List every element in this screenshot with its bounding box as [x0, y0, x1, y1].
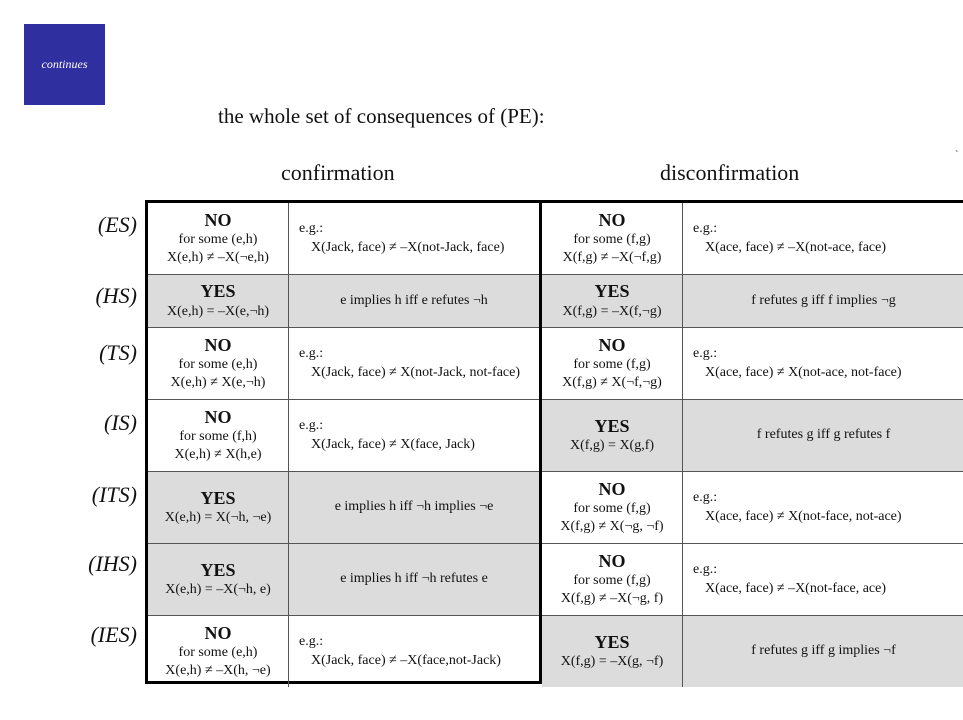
table-row [148, 275, 539, 328]
verdict: NO [598, 550, 626, 571]
formula: X(e,h) = –X(¬h, e) [165, 582, 271, 598]
verdict-cell [542, 275, 683, 327]
example-label: e.g.: [693, 562, 718, 578]
table-row [148, 544, 539, 616]
example-text: X(ace, face) ≠ –X(not-ace, face) [705, 239, 886, 255]
example-label: e.g.: [693, 346, 718, 362]
example-cell [289, 275, 539, 327]
disconfirmation-table [539, 200, 963, 684]
equivalence-text: e implies h iff e refutes ¬h [340, 292, 488, 308]
disconfirmation-heading: disconfirmation [660, 160, 800, 185]
formula: X(f,g) = X(g,f) [569, 438, 655, 454]
example-cell [683, 328, 963, 399]
example-text: X(ace, face) ≠ –X(not-face, ace) [705, 580, 886, 596]
formula: X(f,g) = –X(f,¬g) [562, 303, 662, 319]
verdict-cell [148, 616, 289, 687]
verdict: YES [594, 415, 630, 436]
table-row [542, 203, 963, 275]
verdict: YES [200, 487, 236, 508]
formula: X(f,g) ≠ –X(¬g, f) [560, 591, 664, 607]
table-row [148, 203, 539, 275]
quantifier: for some (e,h) [178, 232, 258, 248]
verdict: NO [598, 334, 626, 355]
row-label: (HS) [95, 283, 137, 308]
table-row [542, 544, 963, 616]
verdict: YES [594, 281, 630, 302]
continues-label: continues [41, 57, 88, 71]
verdict: YES [200, 559, 236, 580]
quantifier: for some (e,h) [178, 357, 258, 373]
equivalence-text: f refutes g iff f implies ¬g [751, 292, 896, 308]
quantifier: for some (f,g) [573, 501, 651, 517]
equivalence-text: f refutes g iff g refutes f [756, 427, 891, 443]
example-cell [289, 203, 539, 274]
verdict: NO [598, 478, 626, 499]
row-label: (IHS) [88, 551, 137, 576]
example-cell [683, 616, 963, 687]
verdict: NO [204, 622, 232, 643]
formula: X(f,g) ≠ X(¬f,¬g) [562, 375, 662, 391]
table-row [148, 400, 539, 472]
example-cell [289, 472, 539, 543]
quantifier: for some (f,g) [573, 232, 651, 248]
verdict-cell [542, 400, 683, 471]
table-row [542, 328, 963, 400]
confirmation-table [145, 200, 542, 684]
table-row [542, 616, 963, 687]
formula: X(e,h) ≠ X(e,¬h) [170, 375, 266, 391]
verdict-cell [542, 616, 683, 687]
row-label: (IS) [104, 410, 137, 435]
table-row [542, 275, 963, 328]
equivalence-text: e implies h iff ¬h refutes e [340, 571, 488, 587]
verdict-cell [148, 472, 289, 543]
verdict-cell [542, 203, 683, 274]
quantifier: for some (f,g) [573, 357, 651, 373]
verdict: NO [204, 334, 232, 355]
example-text: X(Jack, face) ≠ X(face, Jack) [311, 436, 475, 452]
continues-badge [24, 24, 105, 105]
formula: X(f,g) ≠ X(¬g, ¬f) [560, 519, 664, 535]
table-row [542, 400, 963, 472]
verdict: NO [204, 406, 232, 427]
formula: X(e,h) = X(¬h, ¬e) [164, 510, 272, 526]
table-row [542, 472, 963, 544]
verdict-cell [148, 400, 289, 471]
verdict: NO [204, 209, 232, 230]
stray-mark: ` [955, 150, 959, 161]
equivalence-text: f refutes g iff g implies ¬f [751, 643, 896, 659]
quantifier: for some (e,h) [178, 645, 258, 661]
example-label: e.g.: [299, 221, 324, 237]
example-text: X(Jack, face) ≠ –X(face,not-Jack) [311, 652, 501, 668]
example-cell [683, 400, 963, 471]
formula: X(e,h) = –X(e,¬h) [166, 303, 270, 319]
formula: X(f,g) ≠ –X(¬f,g) [562, 250, 662, 266]
verdict-cell [148, 328, 289, 399]
example-cell [683, 544, 963, 615]
example-text: X(ace, face) ≠ X(not-face, not-ace) [705, 508, 902, 524]
example-label: e.g.: [693, 221, 718, 237]
confirmation-heading: confirmation [281, 160, 395, 185]
example-cell [289, 544, 539, 615]
example-label: e.g.: [693, 490, 718, 506]
example-cell [683, 275, 963, 327]
verdict-cell [542, 544, 683, 615]
verdict-cell [148, 203, 289, 274]
page-heading: the whole set of consequences of (PE): [218, 104, 545, 128]
example-cell [289, 328, 539, 399]
example-label: e.g.: [299, 634, 324, 650]
table-row [148, 472, 539, 544]
row-label: (TS) [99, 340, 137, 365]
example-cell [683, 472, 963, 543]
example-text: X(Jack, face) ≠ X(not-Jack, not-face) [311, 364, 521, 380]
verdict: NO [598, 209, 626, 230]
verdict-cell [148, 275, 289, 327]
verdict-cell [542, 328, 683, 399]
example-text: X(ace, face) ≠ X(not-ace, not-face) [705, 364, 902, 380]
equivalence-text: e implies h iff ¬h implies ¬e [334, 499, 494, 515]
verdict-cell [148, 544, 289, 615]
example-text: X(Jack, face) ≠ –X(not-Jack, face) [311, 239, 505, 255]
formula: X(e,h) ≠ –X(h, ¬e) [165, 663, 271, 679]
quantifier: for some (f,g) [573, 573, 651, 589]
row-label: (ES) [97, 212, 137, 237]
row-label: (IES) [90, 622, 137, 647]
example-cell [683, 203, 963, 274]
row-label: (ITS) [91, 482, 137, 507]
verdict-cell [542, 472, 683, 543]
example-label: e.g.: [299, 418, 324, 434]
formula: X(e,h) ≠ X(h,e) [174, 447, 262, 463]
verdict: YES [200, 281, 236, 302]
verdict: YES [594, 631, 630, 652]
example-cell [289, 616, 539, 687]
formula: X(f,g) = –X(g, ¬f) [560, 654, 664, 670]
table-row [148, 616, 539, 687]
formula: X(e,h) ≠ –X(¬e,h) [167, 250, 269, 266]
example-cell [289, 400, 539, 471]
table-row [148, 328, 539, 400]
quantifier: for some (f,h) [179, 429, 257, 445]
example-label: e.g.: [299, 346, 324, 362]
